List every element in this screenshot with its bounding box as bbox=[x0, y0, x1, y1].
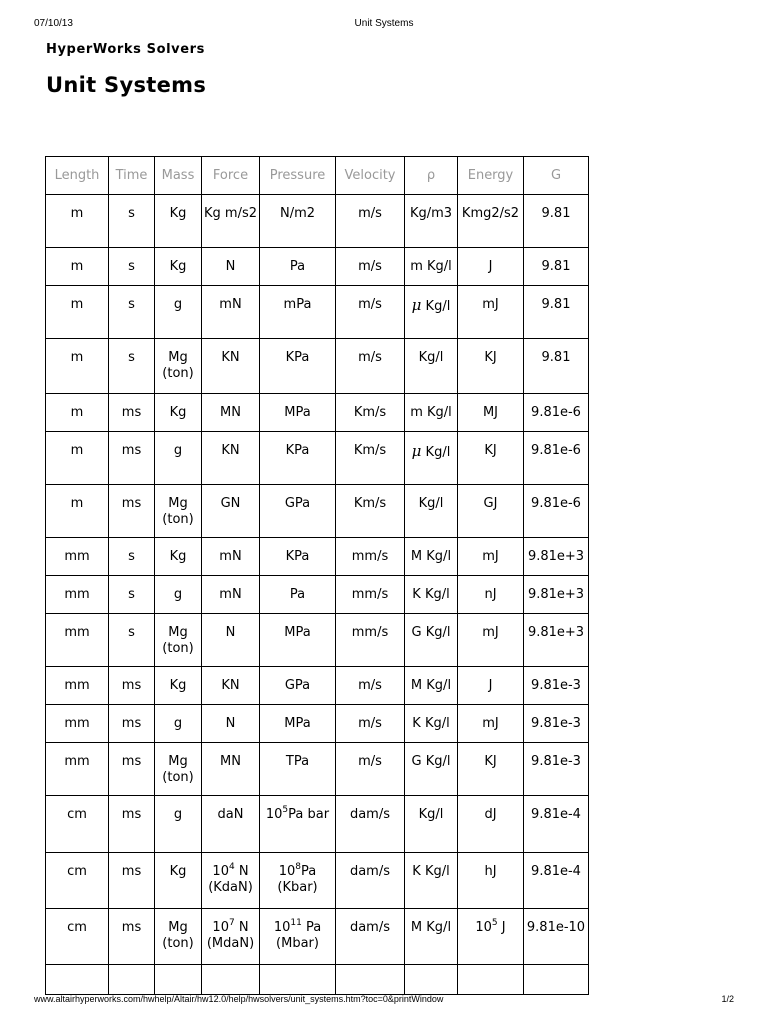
cell-energy: KJ bbox=[458, 743, 524, 796]
cell-mass: Mg (ton) bbox=[155, 614, 202, 667]
table-row bbox=[46, 432, 589, 485]
cell-g: 9.81 bbox=[524, 286, 589, 339]
cell-energy: Kmg2/s2 bbox=[458, 195, 524, 248]
cell-force bbox=[202, 965, 260, 995]
cell-time: ms bbox=[109, 485, 155, 538]
cell-rho: m Kg/l bbox=[405, 394, 458, 432]
cell-pressure: GPa bbox=[260, 667, 336, 705]
cell-pressure: N/m2 bbox=[260, 195, 336, 248]
cell-pressure: KPa bbox=[260, 432, 336, 485]
cell-mass: Kg bbox=[155, 667, 202, 705]
unit-systems-table bbox=[45, 156, 589, 995]
cell-force: MN bbox=[202, 743, 260, 796]
cell-rho: m Kg/l bbox=[405, 248, 458, 286]
cell-rho: M Kg/l bbox=[405, 909, 458, 965]
table-row bbox=[46, 796, 589, 853]
column-header-time: Time bbox=[109, 157, 155, 195]
cell-mass: Kg bbox=[155, 394, 202, 432]
cell-velocity: m/s bbox=[336, 195, 405, 248]
cell-force: Kg m/s2 bbox=[202, 195, 260, 248]
cell-mass: Kg bbox=[155, 248, 202, 286]
cell-rho: M Kg/l bbox=[405, 538, 458, 576]
cell-mass: g bbox=[155, 705, 202, 743]
cell-velocity: mm/s bbox=[336, 614, 405, 667]
cell-length bbox=[46, 965, 109, 995]
cell-velocity: m/s bbox=[336, 667, 405, 705]
cell-g: 9.81e-6 bbox=[524, 485, 589, 538]
cell-mass: g bbox=[155, 432, 202, 485]
cell-length: mm bbox=[46, 743, 109, 796]
cell-velocity: m/s bbox=[336, 248, 405, 286]
cell-length: mm bbox=[46, 705, 109, 743]
site-title: HyperWorks Solvers bbox=[46, 42, 206, 57]
table-row bbox=[46, 667, 589, 705]
cell-g: 9.81e-6 bbox=[524, 394, 589, 432]
cell-g: 9.81 bbox=[524, 195, 589, 248]
cell-pressure: Pa bbox=[260, 576, 336, 614]
cell-energy: hJ bbox=[458, 853, 524, 909]
cell-rho: Kg/m3 bbox=[405, 195, 458, 248]
cell-mass: Kg bbox=[155, 195, 202, 248]
cell-rho: K Kg/l bbox=[405, 705, 458, 743]
cell-force: MN bbox=[202, 394, 260, 432]
cell-pressure bbox=[260, 965, 336, 995]
cell-time: ms bbox=[109, 853, 155, 909]
cell-mass: Kg bbox=[155, 538, 202, 576]
cell-time: s bbox=[109, 248, 155, 286]
cell-pressure: KPa bbox=[260, 339, 336, 394]
cell-length: m bbox=[46, 485, 109, 538]
cell-velocity: dam/s bbox=[336, 909, 405, 965]
cell-length: mm bbox=[46, 614, 109, 667]
column-header-pressure: Pressure bbox=[260, 157, 336, 195]
cell-velocity: mm/s bbox=[336, 538, 405, 576]
cell-length: mm bbox=[46, 538, 109, 576]
cell-g: 9.81e+3 bbox=[524, 538, 589, 576]
cell-force: $10^7$ N (MdaN) bbox=[202, 909, 260, 965]
table-row bbox=[46, 576, 589, 614]
cell-time: ms bbox=[109, 394, 155, 432]
cell-g: 9.81e-3 bbox=[524, 667, 589, 705]
cell-time: s bbox=[109, 576, 155, 614]
cell-mass: Mg (ton) bbox=[155, 339, 202, 394]
cell-velocity: Km/s bbox=[336, 485, 405, 538]
cell-g: 9.81 bbox=[524, 248, 589, 286]
column-header-rho: ρ bbox=[405, 157, 458, 195]
cell-pressure: KPa bbox=[260, 538, 336, 576]
cell-rho: K Kg/l bbox=[405, 576, 458, 614]
cell-pressure: TPa bbox=[260, 743, 336, 796]
cell-pressure: GPa bbox=[260, 485, 336, 538]
table-row bbox=[46, 853, 589, 909]
cell-force: N bbox=[202, 248, 260, 286]
cell-velocity: Km/s bbox=[336, 394, 405, 432]
table-body bbox=[46, 195, 589, 995]
cell-pressure: $10^8Pa$ (Kbar) bbox=[260, 853, 336, 909]
cell-rho: μ Kg/l bbox=[405, 286, 458, 339]
cell-mass: Mg (ton) bbox=[155, 909, 202, 965]
cell-time: s bbox=[109, 614, 155, 667]
cell-velocity: m/s bbox=[336, 339, 405, 394]
column-header-energy: Energy bbox=[458, 157, 524, 195]
cell-time: s bbox=[109, 286, 155, 339]
cell-pressure: $10^5Pa$ bar bbox=[260, 796, 336, 853]
page-title: Unit Systems bbox=[46, 73, 207, 97]
cell-velocity: m/s bbox=[336, 743, 405, 796]
table-row bbox=[46, 339, 589, 394]
cell-energy: KJ bbox=[458, 432, 524, 485]
cell-energy: MJ bbox=[458, 394, 524, 432]
cell-g: 9.81e+3 bbox=[524, 576, 589, 614]
cell-rho: M Kg/l bbox=[405, 667, 458, 705]
cell-time: ms bbox=[109, 432, 155, 485]
cell-energy: J bbox=[458, 248, 524, 286]
table-row bbox=[46, 909, 589, 965]
cell-mass: Mg (ton) bbox=[155, 485, 202, 538]
cell-rho: K Kg/l bbox=[405, 853, 458, 909]
cell-energy: GJ bbox=[458, 485, 524, 538]
table-row bbox=[46, 538, 589, 576]
cell-mass: g bbox=[155, 576, 202, 614]
cell-velocity: Km/s bbox=[336, 432, 405, 485]
cell-time: ms bbox=[109, 796, 155, 853]
table-row bbox=[46, 485, 589, 538]
cell-g: 9.81e+3 bbox=[524, 614, 589, 667]
cell-length: m bbox=[46, 394, 109, 432]
column-header-velocity: Velocity bbox=[336, 157, 405, 195]
table-row bbox=[46, 248, 589, 286]
table-row bbox=[46, 614, 589, 667]
cell-pressure: MPa bbox=[260, 705, 336, 743]
cell-g: 9.81e-6 bbox=[524, 432, 589, 485]
cell-force: GN bbox=[202, 485, 260, 538]
cell-force: mN bbox=[202, 538, 260, 576]
cell-energy: mJ bbox=[458, 705, 524, 743]
cell-rho: Kg/l bbox=[405, 796, 458, 853]
cell-energy bbox=[458, 965, 524, 995]
cell-time bbox=[109, 965, 155, 995]
cell-length: m bbox=[46, 432, 109, 485]
cell-energy: dJ bbox=[458, 796, 524, 853]
cell-pressure: mPa bbox=[260, 286, 336, 339]
cell-energy: $10^5$ J bbox=[458, 909, 524, 965]
cell-pressure: $10^{11}$ Pa (Mbar) bbox=[260, 909, 336, 965]
cell-g: 9.81e-3 bbox=[524, 705, 589, 743]
cell-force: daN bbox=[202, 796, 260, 853]
cell-velocity: m/s bbox=[336, 286, 405, 339]
cell-rho: Kg/l bbox=[405, 485, 458, 538]
cell-force: mN bbox=[202, 576, 260, 614]
cell-mass bbox=[155, 965, 202, 995]
cell-pressure: MPa bbox=[260, 394, 336, 432]
table-row bbox=[46, 195, 589, 248]
column-header-length: Length bbox=[46, 157, 109, 195]
cell-time: ms bbox=[109, 705, 155, 743]
cell-pressure: MPa bbox=[260, 614, 336, 667]
cell-length: mm bbox=[46, 667, 109, 705]
cell-length: m bbox=[46, 195, 109, 248]
cell-length: mm bbox=[46, 576, 109, 614]
cell-length: cm bbox=[46, 796, 109, 853]
cell-rho: G Kg/l bbox=[405, 614, 458, 667]
cell-force: KN bbox=[202, 432, 260, 485]
cell-mass: g bbox=[155, 286, 202, 339]
cell-mass: g bbox=[155, 796, 202, 853]
cell-velocity: mm/s bbox=[336, 576, 405, 614]
cell-g bbox=[524, 965, 589, 995]
cell-g: 9.81e-10 bbox=[524, 909, 589, 965]
table-row bbox=[46, 965, 589, 995]
column-header-g: G bbox=[524, 157, 589, 195]
cell-velocity: m/s bbox=[336, 705, 405, 743]
cell-energy: mJ bbox=[458, 614, 524, 667]
cell-rho: G Kg/l bbox=[405, 743, 458, 796]
cell-energy: mJ bbox=[458, 538, 524, 576]
cell-length: cm bbox=[46, 909, 109, 965]
cell-length: cm bbox=[46, 853, 109, 909]
column-header-force: Force bbox=[202, 157, 260, 195]
cell-time: ms bbox=[109, 909, 155, 965]
print-footer-url: www.altairhyperworks.com/hwhelp/Altair/hw12.0/help/hwsolvers/unit_systems.htm?toc=0&printWindow bbox=[34, 994, 444, 1004]
cell-force: $10^4$ N (KdaN) bbox=[202, 853, 260, 909]
cell-pressure: Pa bbox=[260, 248, 336, 286]
cell-force: KN bbox=[202, 667, 260, 705]
cell-velocity: dam/s bbox=[336, 796, 405, 853]
cell-velocity: dam/s bbox=[336, 853, 405, 909]
cell-energy: J bbox=[458, 667, 524, 705]
cell-rho bbox=[405, 965, 458, 995]
cell-energy: mJ bbox=[458, 286, 524, 339]
cell-velocity bbox=[336, 965, 405, 995]
cell-g: 9.81e-4 bbox=[524, 853, 589, 909]
cell-g: 9.81 bbox=[524, 339, 589, 394]
cell-force: mN bbox=[202, 286, 260, 339]
cell-time: s bbox=[109, 195, 155, 248]
cell-time: ms bbox=[109, 743, 155, 796]
cell-mass: Mg (ton) bbox=[155, 743, 202, 796]
cell-time: s bbox=[109, 538, 155, 576]
table-row bbox=[46, 743, 589, 796]
table-row bbox=[46, 286, 589, 339]
print-header-title: Unit Systems bbox=[354, 18, 414, 29]
cell-mass: Kg bbox=[155, 853, 202, 909]
cell-force: N bbox=[202, 705, 260, 743]
table-header-row bbox=[46, 157, 589, 195]
table-row bbox=[46, 394, 589, 432]
cell-energy: KJ bbox=[458, 339, 524, 394]
cell-g: 9.81e-3 bbox=[524, 743, 589, 796]
cell-length: m bbox=[46, 286, 109, 339]
page-number: 1/2 bbox=[721, 994, 734, 1004]
cell-energy: nJ bbox=[458, 576, 524, 614]
print-date: 07/10/13 bbox=[34, 18, 73, 29]
cell-time: ms bbox=[109, 667, 155, 705]
cell-length: m bbox=[46, 339, 109, 394]
cell-g: 9.81e-4 bbox=[524, 796, 589, 853]
cell-force: KN bbox=[202, 339, 260, 394]
column-header-mass: Mass bbox=[155, 157, 202, 195]
cell-time: s bbox=[109, 339, 155, 394]
cell-rho: μ Kg/l bbox=[405, 432, 458, 485]
cell-force: N bbox=[202, 614, 260, 667]
cell-length: m bbox=[46, 248, 109, 286]
table-row bbox=[46, 705, 589, 743]
cell-rho: Kg/l bbox=[405, 339, 458, 394]
